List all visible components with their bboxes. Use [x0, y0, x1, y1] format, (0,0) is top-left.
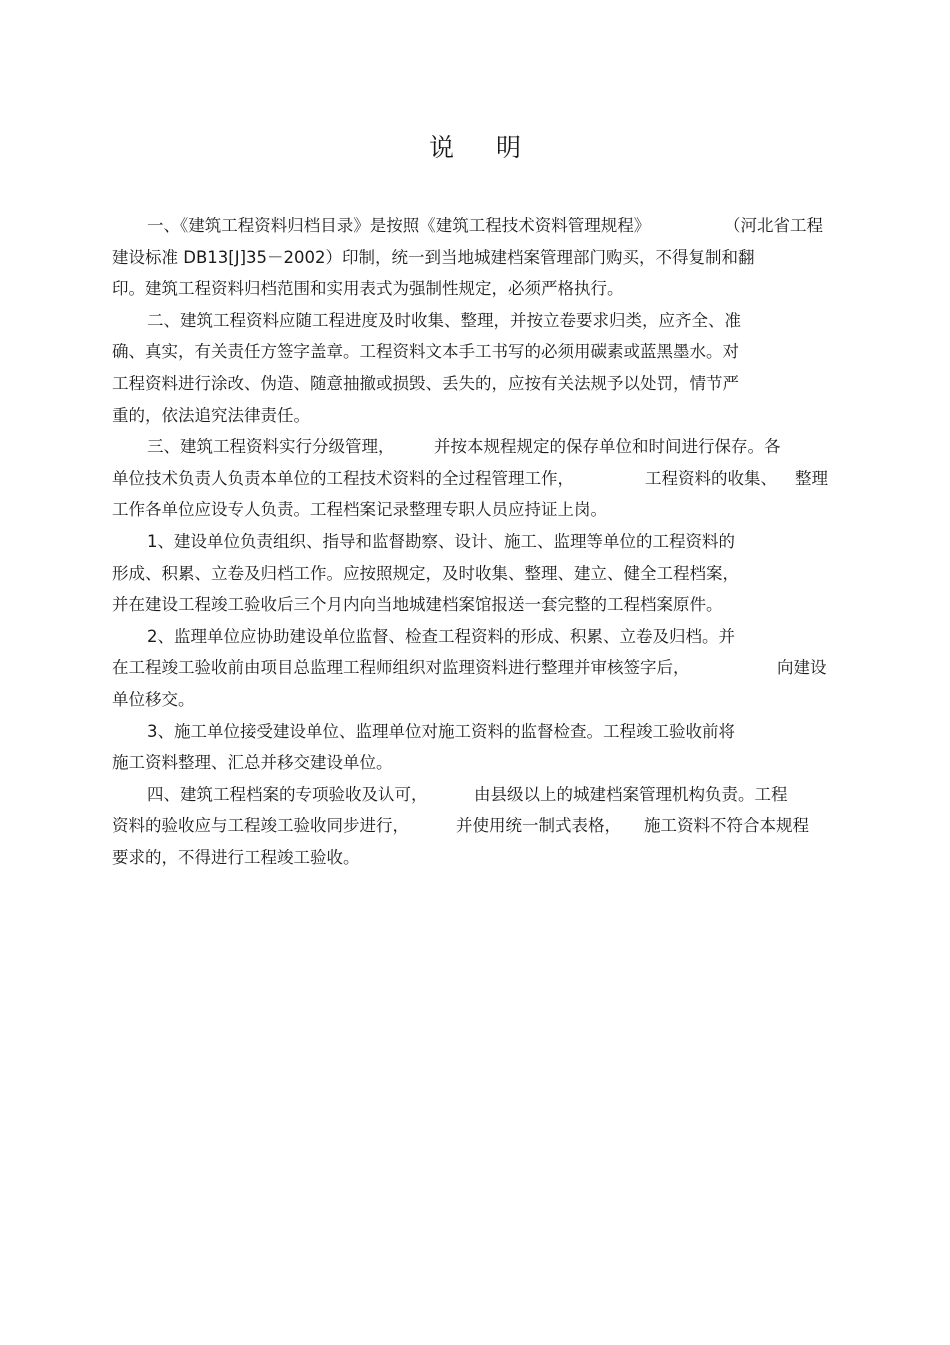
text-line: [112, 842, 834, 874]
text-segment: 整理: [795, 468, 828, 488]
text-segment: 形成、积累、立卷及归档工作。应按照规定，及时收集、整理、建立、健全工程档案，: [112, 563, 739, 583]
text-segment: 三、建筑工程资料实行分级管理，: [147, 437, 395, 457]
text-line: [112, 273, 834, 305]
document-body: [112, 210, 834, 873]
text-line: [112, 494, 834, 526]
text-segment: 资料的验收应与工程竣工验收同步进行，: [112, 816, 409, 836]
text-line: [112, 684, 834, 716]
text-line: [112, 810, 834, 842]
text-line: [112, 400, 834, 432]
text-segment: 一、《建筑工程资料归档目录》是按照《建筑工程技术资料管理规程》: [147, 216, 651, 235]
text-line: [112, 716, 834, 748]
text-line: [112, 431, 834, 463]
text-segment: 2、监理单位应协助建设单位监督、检查工程资料的形成、积累、立卷及归档。并: [147, 626, 735, 646]
text-line: [112, 652, 834, 684]
text-segment: 四、建筑工程档案的专项验收及认可，: [147, 784, 428, 804]
text-line: [112, 526, 834, 558]
text-segment: 建设标准 DB13[J]35－2002）印制，统一到当地城建档案管理部门购买，不得复制和翻: [112, 247, 755, 267]
text-segment: 二、建筑工程资料应随工程进度及时收集、整理，并按立卷要求归类，应齐全、准: [147, 310, 741, 330]
text-segment: 并按本规程规定的保存单位和时间进行保存。各: [434, 437, 781, 457]
text-segment: （河北省工程: [724, 216, 823, 235]
text-segment: 重的，依法追究法律责任。: [112, 405, 310, 425]
text-segment: 印。建筑工程资料归档范围和实用表式为强制性规定，必须严格执行。: [112, 279, 624, 299]
text-line: [112, 747, 834, 779]
title-char-1: 说: [428, 133, 454, 162]
text-segment: 3、施工单位接受建设单位、监理单位对施工资料的监督检查。工程竣工验收前将: [147, 721, 735, 741]
text-segment: 单位移交。: [112, 689, 195, 709]
text-segment: 向建设: [777, 658, 827, 678]
text-segment: 施工资料整理、汇总并移交建设单位。: [112, 753, 393, 773]
text-line: [112, 368, 834, 400]
page-title: [0, 128, 950, 164]
text-line: [112, 779, 834, 811]
text-segment: 并使用统一制式表格，: [456, 816, 621, 836]
text-line: [112, 305, 834, 337]
text-line: [112, 210, 834, 242]
text-segment: 工程资料的收集、: [645, 468, 777, 488]
text-line: [112, 621, 834, 653]
text-segment: 单位技术负责人负责本单位的工程技术资料的全过程管理工作，: [112, 468, 574, 488]
text-segment: 要求的，不得进行工程竣工验收。: [112, 847, 360, 867]
text-segment: 工作各单位应设专人负责。工程档案记录整理专职人员应持证上岗。: [112, 500, 607, 520]
text-segment: 确、真实，有关责任方签字盖章。工程资料文本手工书写的必须用碳素或蓝黑墨水。对: [112, 342, 739, 362]
title-char-2: 明: [496, 133, 522, 162]
text-segment: 1、建设单位负责组织、指导和监督勘察、设计、施工、监理等单位的工程资料的: [147, 531, 735, 551]
text-line: [112, 242, 834, 274]
text-segment: 在工程竣工验收前由项目总监理工程师组织对监理资料进行整理并审核签字后，: [112, 658, 690, 678]
text-line: [112, 463, 834, 495]
text-segment: 由县级以上的城建档案管理机构负责。工程: [474, 784, 788, 804]
text-line: [112, 589, 834, 621]
text-line: [112, 336, 834, 368]
text-line: [112, 558, 834, 590]
text-segment: 施工资料不符合本规程: [644, 816, 809, 836]
text-segment: 工程资料进行涂改、伪造、随意抽撤或损毁、丢失的，应按有关法规予以处罚，情节严: [112, 373, 739, 393]
text-segment: 并在建设工程竣工验收后三个月内向当地城建档案馆报送一套完整的工程档案原件。: [112, 595, 723, 615]
